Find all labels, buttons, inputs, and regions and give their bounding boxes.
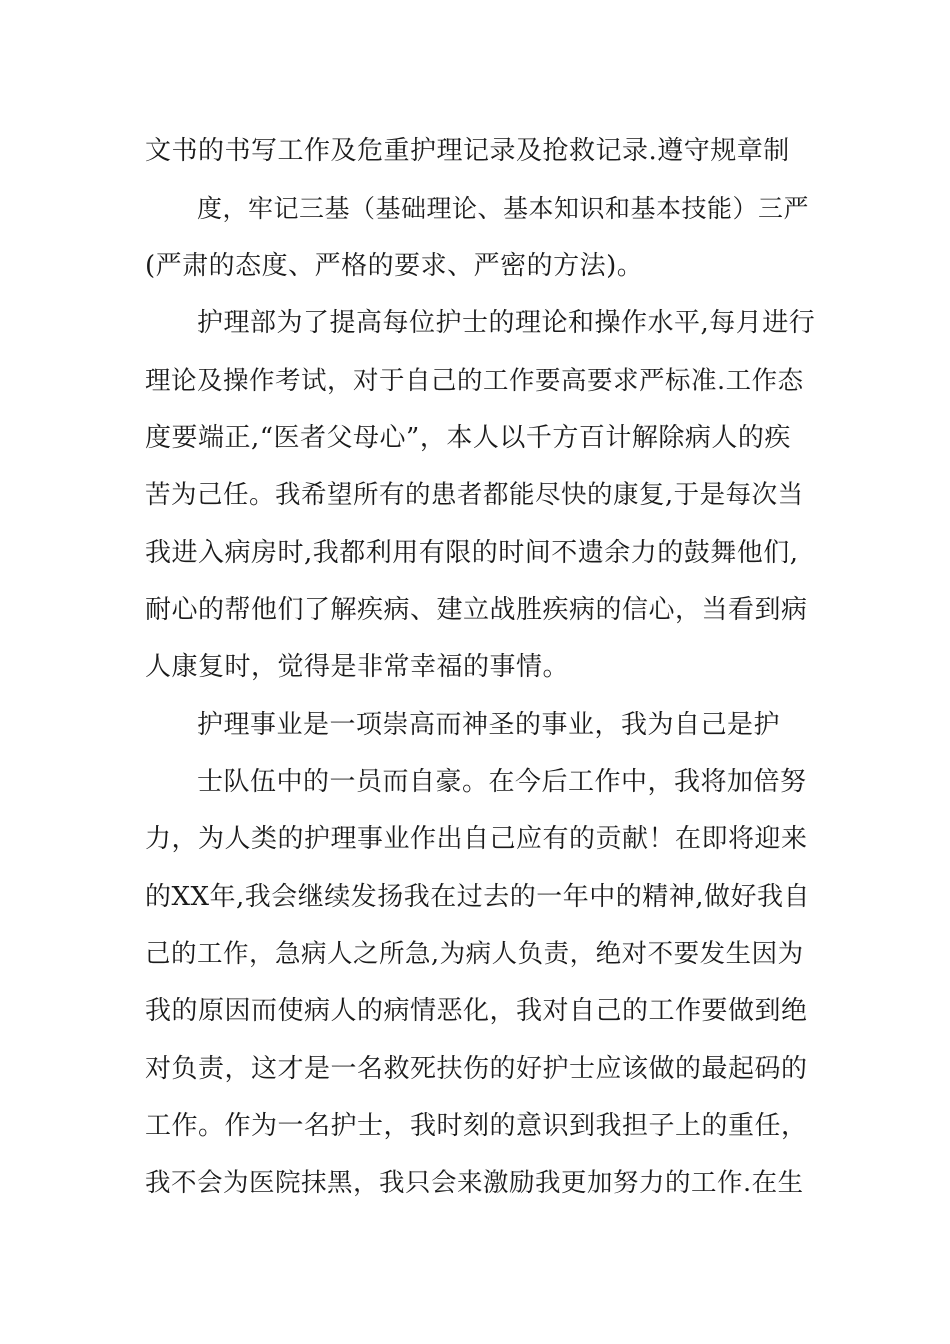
text-line-15: 己的工作，急病人之所急,为病人负责，绝对不要发生因为	[145, 939, 804, 969]
text-line-10: 人康复时，觉得是非常幸福的事情。	[145, 652, 570, 682]
text-line-3: (严肃的态度、严格的要求、严密的方法)。	[145, 251, 644, 281]
text-line-17: 对负责，这才是一名救死扶伤的好护士应该做的最起码的	[145, 1054, 808, 1084]
text-line-6: 度要端正,“医者父母心”，本人以千方百计解除病人的疾	[145, 423, 791, 453]
text-line-11: 护理事业是一项崇高而神圣的事业，我为自己是护	[197, 710, 781, 740]
text-line-9: 耐心的帮他们了解疾病、建立战胜疾病的信心，当看到病	[145, 595, 808, 625]
text-line-4: 护理部为了提高每位护士的理论和操作水平,每月进行	[197, 308, 816, 338]
text-line-12: 士队伍中的一员而自豪。在今后工作中，我将加倍努	[197, 767, 807, 797]
text-line-2: 度，牢记三基（基础理论、基本知识和基本技能）三严	[197, 194, 810, 223]
text-line-19: 我不会为医院抹黑，我只会来激励我更加努力的工作.在生	[145, 1168, 804, 1198]
text-line-8: 我进入病房时,我都利用有限的时间不遗余力的鼓舞他们,	[145, 538, 799, 568]
text-line-14: 的XX年,我会继续发扬我在过去的一年中的精神,做好我自	[145, 882, 811, 912]
text-line-5: 理论及操作考试，对于自己的工作要高要求严标准.工作态	[145, 366, 804, 396]
text-line-16: 我的原因而使病人的病情恶化，我对自己的工作要做到绝	[145, 996, 808, 1026]
text-line-7: 苦为己任。我希望所有的患者都能尽快的康复,于是每次当	[145, 480, 804, 510]
text-line-1: 文书的书写工作及危重护理记录及抢救记录.遵守规章制	[145, 136, 790, 166]
text-line-18: 工作。作为一名护士，我时刻的意识到我担子上的重任，	[145, 1111, 808, 1141]
text-line-13: 力，为人类的护理事业作出自己应有的贡献！在即将迎来	[145, 824, 808, 854]
